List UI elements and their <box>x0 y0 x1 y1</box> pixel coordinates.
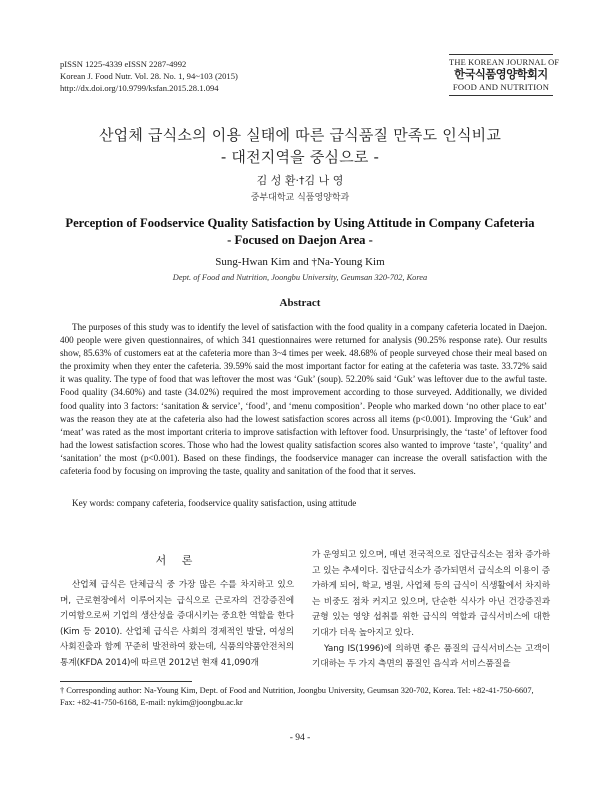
title-kr-line1: 산업체 급식소의 이용 실태에 따른 급식품질 만족도 인식비교 <box>98 126 502 144</box>
page-number: - 94 - <box>289 733 311 743</box>
issn-line: pISSN 1225-4339 eISSN 2287-4992 <box>60 59 187 69</box>
doi-link[interactable]: http://dx.doi.org/10.9799/ksfan.2015.28.1.094 <box>60 83 219 93</box>
abstract-text: The purposes of this study was to identify the level of satisfaction with the food quality in a company cafeteria located in Daejon. 400 people were given questionnaires, of which 341 questionnaires were returned for analysis (90.25% response rate). Our results show, 85.63% of customers eat at the cafeteria more than 3~4 times per week. 48.68% of people surveyed chose their meal based on the proximity when they enter the cafeteria. 39.59% said the most important factor for eating at the cafeteria was taste. 33.72% said it was quality. The type of food that was leftover the most was ‘Guk’ (soup). 52.20% said ‘Guk’ was leftover due to the awful taste. Food quality (34.60%) and taste (34.02%) required the most improvement according to those surveyed. Additionally, we divided food quality into 3 factors: ‘sanitation & service’, ‘food’, and ‘menu composition’. People who marked down ‘no other place to eat’ was the reason they ate at the cafeteria also had the lowest satisfaction scores across all items (p<0.001). Improving the ‘Guk’ and ‘meat’ was rated as the most important criteria to improve satisfaction with leftover food. Unsurprisingly, the ‘taste’ of leftover food had the lowest satisfaction scores. Those who had the lowest quality satisfaction scores also wanted to improve ‘taste’, ‘quality’ and ‘sanitation’ the most (p<0.001). Based on these findings, the foodservice manager can increase the overall satisfaction with the cafeteria food by focusing on improving the taste, quality and sanitation of the food that it serves. <box>60 322 547 477</box>
intro-paragraph-3: Yang IS(1996)에 의하면 좋은 품질의 급식서비스는 고객이 기대하는 두 가지 측면의 품질인 음식과 서비스품질을 <box>312 643 550 670</box>
section-heading-introduction: 서 론 <box>155 554 199 567</box>
journal-name-en-bottom: FOOD AND NUTRITION <box>452 82 550 92</box>
affiliation-kr: 중부대학교 식품영양학과 <box>250 193 350 203</box>
journal-name-en-top: THE KOREAN JOURNAL OF <box>449 58 560 67</box>
journal-name-kr: 한국식품영양학회지 <box>454 68 548 81</box>
intro-paragraph-1: 산업체 급식은 단체급식 중 가장 많은 수를 차지하고 있으며, 근로현장에서 이루어지는 급식으로 근로자의 건강증진에 기여함으로써 기업의 생산성을 증대시키는 중요한 역할을 한다(Kim 등 2010). 산업체 급식은 사회의 경제적인 발달, 여성의 사회진출과 함께 꾸준히 발전하여 왔는데, 식품의약품안전처의 통계(KFDA 2014)에 따르면 2012년 현재 41,090개 <box>60 580 294 668</box>
abstract-body <box>60 321 547 478</box>
abstract-heading: Abstract <box>279 297 321 309</box>
intro-right-column <box>312 548 550 673</box>
title-en-line2: - Focused on Daejon Area - <box>227 233 373 247</box>
authors-en: Sung-Hwan Kim and †Na-Young Kim <box>215 256 385 268</box>
authors-kr: 김 성 환·†김 나 영 <box>256 174 344 187</box>
title-en-line1: Perception of Foodservice Quality Satisfaction by Using Attitude in Company Cafeteria <box>65 216 535 230</box>
footnote-rule <box>60 681 192 682</box>
affiliation-en: Dept. of Food and Nutrition, Joongbu University, Geumsan 320-702, Korea <box>172 273 428 282</box>
journal-logo-box <box>449 54 560 96</box>
keywords: Key words: company cafeteria, foodservice quality satisfaction, using attitude <box>72 498 357 508</box>
intro-paragraph-2: 가 운영되고 있으며, 매년 전국적으로 집단급식소는 점차 증가하고 있는 추세이다. 집단급식소가 증가되면서 급식소의 이용이 증가하게 되어, 학교, 병원, 사업체 등의 급식이 식생활에서 차지하는 비중도 점차 커지고 있으며, 단순한 식사가 아닌 건강증진과 균형 있는 영양 섭취를 위한 급식의 역할과 급식서비스에 대한 기대가 더욱 높아지고 있다. <box>312 550 550 638</box>
journal-header-info <box>60 58 238 94</box>
title-kr-line2: - 대전지역을 중심으로 - <box>220 148 380 166</box>
intro-left-column <box>60 578 294 672</box>
journal-box-bottom-rule <box>449 95 553 96</box>
citation-line: Korean J. Food Nutr. Vol. 28. No. 1, 94~103 (2015) <box>60 71 238 81</box>
corresponding-author-footnote: † Corresponding author: Na-Young Kim, Dept. of Food and Nutrition, Joongbu University, Geumsan 320-702, Korea. Tel: +82-41-750-6607, Fax: +82-41-750-6168, E-mail: nykim@joongbu.ac.kr <box>60 686 534 707</box>
